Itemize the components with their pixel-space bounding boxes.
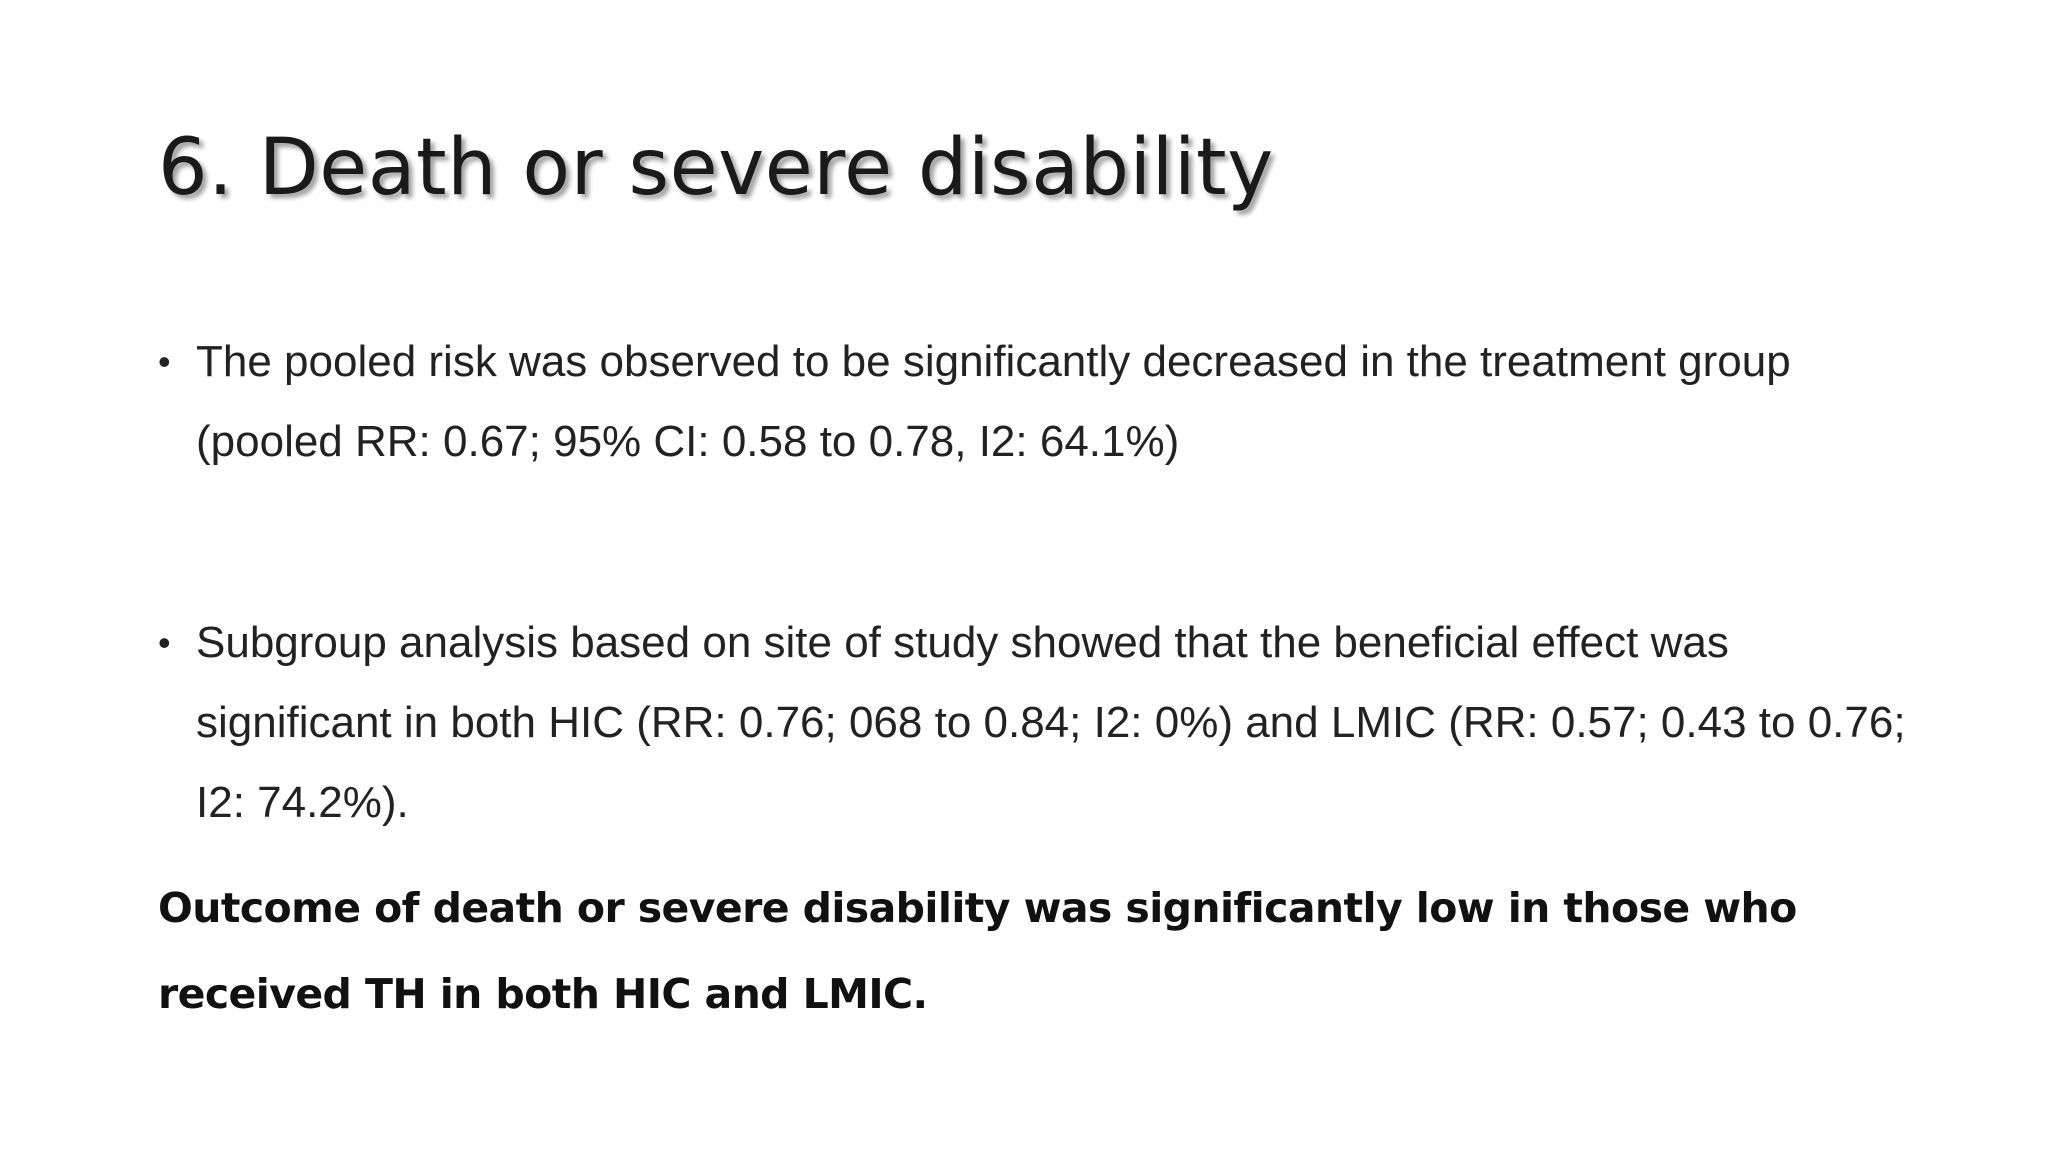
bullet-item-subgroup-analysis (158, 603, 1918, 843)
slide-title: 6. Death or severe disability (158, 123, 1274, 213)
bullet-marker: • (158, 341, 171, 382)
bullet-text: Subgroup analysis based on site of study showed that the beneficial effect was significant in both HIC (RR: 0.76; 068 to 0.84; I2: 0%) and LMIC (RR: 0.57; 0.43 to 0.76; I2: 74.2%). (196, 618, 1906, 827)
bullet-item-pooled-risk (158, 322, 1918, 482)
conclusion-statement: Outcome of death or severe disability was significantly low in those who received TH in both HIC and LMIC. (158, 884, 1797, 1018)
bullet-marker: • (158, 622, 171, 663)
bullet-text: The pooled risk was observed to be significantly decreased in the treatment group (pooled RR: 0.67; 95% CI: 0.58 to 0.78, I2: 64.1%) (196, 337, 1791, 466)
